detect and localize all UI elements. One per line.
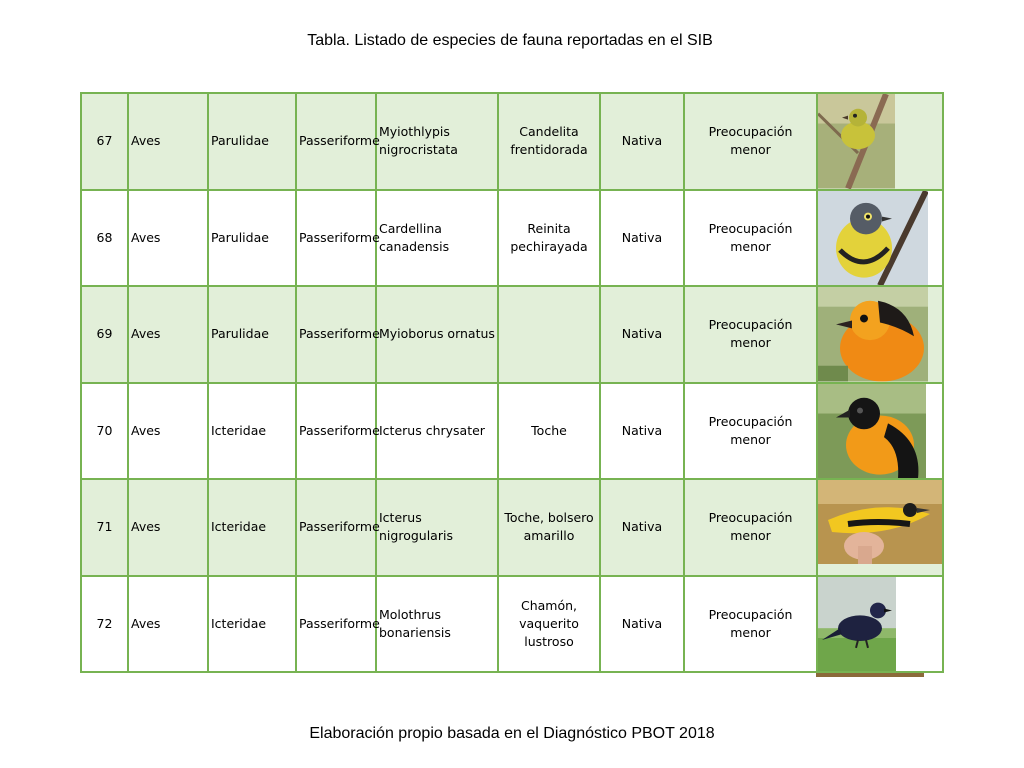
row-number: 69 xyxy=(81,286,128,383)
origin-cell: Nativa xyxy=(600,383,684,480)
class-cell: Aves xyxy=(128,93,208,190)
class-cell: Aves xyxy=(128,383,208,480)
origin-cell: Nativa xyxy=(600,576,684,673)
species-cell: Icterus chrysater xyxy=(376,383,498,480)
status-cell: Preocupación menor xyxy=(684,576,817,673)
row-number: 68 xyxy=(81,190,128,287)
photo-edge-strip xyxy=(816,673,924,677)
family-cell: Parulidae xyxy=(208,190,296,287)
class-cell: Aves xyxy=(128,190,208,287)
bird-photo xyxy=(818,384,926,479)
row-number: 67 xyxy=(81,93,128,190)
species-cell: Myiothlypis nigrocristata xyxy=(376,93,498,190)
row-number: 71 xyxy=(81,479,128,576)
common-name-cell: Toche xyxy=(498,383,600,480)
bird-photo xyxy=(818,94,895,189)
table-title: Tabla. Listado de especies de fauna reportadas en el SIB xyxy=(307,32,713,49)
status-cell: Preocupación menor xyxy=(684,383,817,480)
origin-cell: Nativa xyxy=(600,93,684,190)
status-cell: Preocupación menor xyxy=(684,93,817,190)
order-cell: Passeriforme xyxy=(296,286,376,383)
family-cell: Parulidae xyxy=(208,286,296,383)
species-cell: Icterus nigrogularis xyxy=(376,479,498,576)
common-name-cell: Chamón, vaquerito lustroso xyxy=(498,576,600,673)
family-cell: Icteridae xyxy=(208,383,296,480)
row-number: 72 xyxy=(81,576,128,673)
family-cell: Parulidae xyxy=(208,93,296,190)
bird-photo xyxy=(818,480,942,564)
source-note: Elaboración propio basada en el Diagnóstico PBOT 2018 xyxy=(309,725,715,742)
family-cell: Icteridae xyxy=(208,576,296,673)
species-cell: Myioborus ornatus xyxy=(376,286,498,383)
order-cell: Passeriforme xyxy=(296,479,376,576)
common-name-cell: Candelita frentidorada xyxy=(498,93,600,190)
photo-cell xyxy=(817,479,943,576)
table-row xyxy=(81,286,943,383)
order-cell: Passeriforme xyxy=(296,190,376,287)
bird-photo xyxy=(818,287,928,382)
bird-photo xyxy=(818,191,928,286)
species-cell: Molothrus bonariensis xyxy=(376,576,498,673)
common-name-cell: Toche, bolsero amarillo xyxy=(498,479,600,576)
origin-cell: Nativa xyxy=(600,479,684,576)
common-name-cell: Reinita pechirayada xyxy=(498,190,600,287)
status-cell: Preocupación menor xyxy=(684,190,817,287)
photo-cell xyxy=(817,383,943,480)
photo-cell xyxy=(817,190,943,287)
photo-cell xyxy=(817,576,943,673)
order-cell: Passeriforme xyxy=(296,383,376,480)
table-row xyxy=(81,383,943,480)
row-number: 70 xyxy=(81,383,128,480)
class-cell: Aves xyxy=(128,286,208,383)
class-cell: Aves xyxy=(128,576,208,673)
photo-cell xyxy=(817,93,943,190)
status-cell: Preocupación menor xyxy=(684,479,817,576)
table-row xyxy=(81,576,943,673)
photo-cell xyxy=(817,286,943,383)
order-cell: Passeriforme xyxy=(296,93,376,190)
class-cell: Aves xyxy=(128,479,208,576)
origin-cell: Nativa xyxy=(600,190,684,287)
common-name-cell xyxy=(498,286,600,383)
origin-cell: Nativa xyxy=(600,286,684,383)
bird-photo xyxy=(818,577,896,672)
status-cell: Preocupación menor xyxy=(684,286,817,383)
species-cell: Cardellina canadensis xyxy=(376,190,498,287)
family-cell: Icteridae xyxy=(208,479,296,576)
table-row xyxy=(81,93,943,190)
table-row xyxy=(81,190,943,287)
order-cell: Passeriforme xyxy=(296,576,376,673)
table-row xyxy=(81,479,943,576)
species-table xyxy=(80,92,944,673)
